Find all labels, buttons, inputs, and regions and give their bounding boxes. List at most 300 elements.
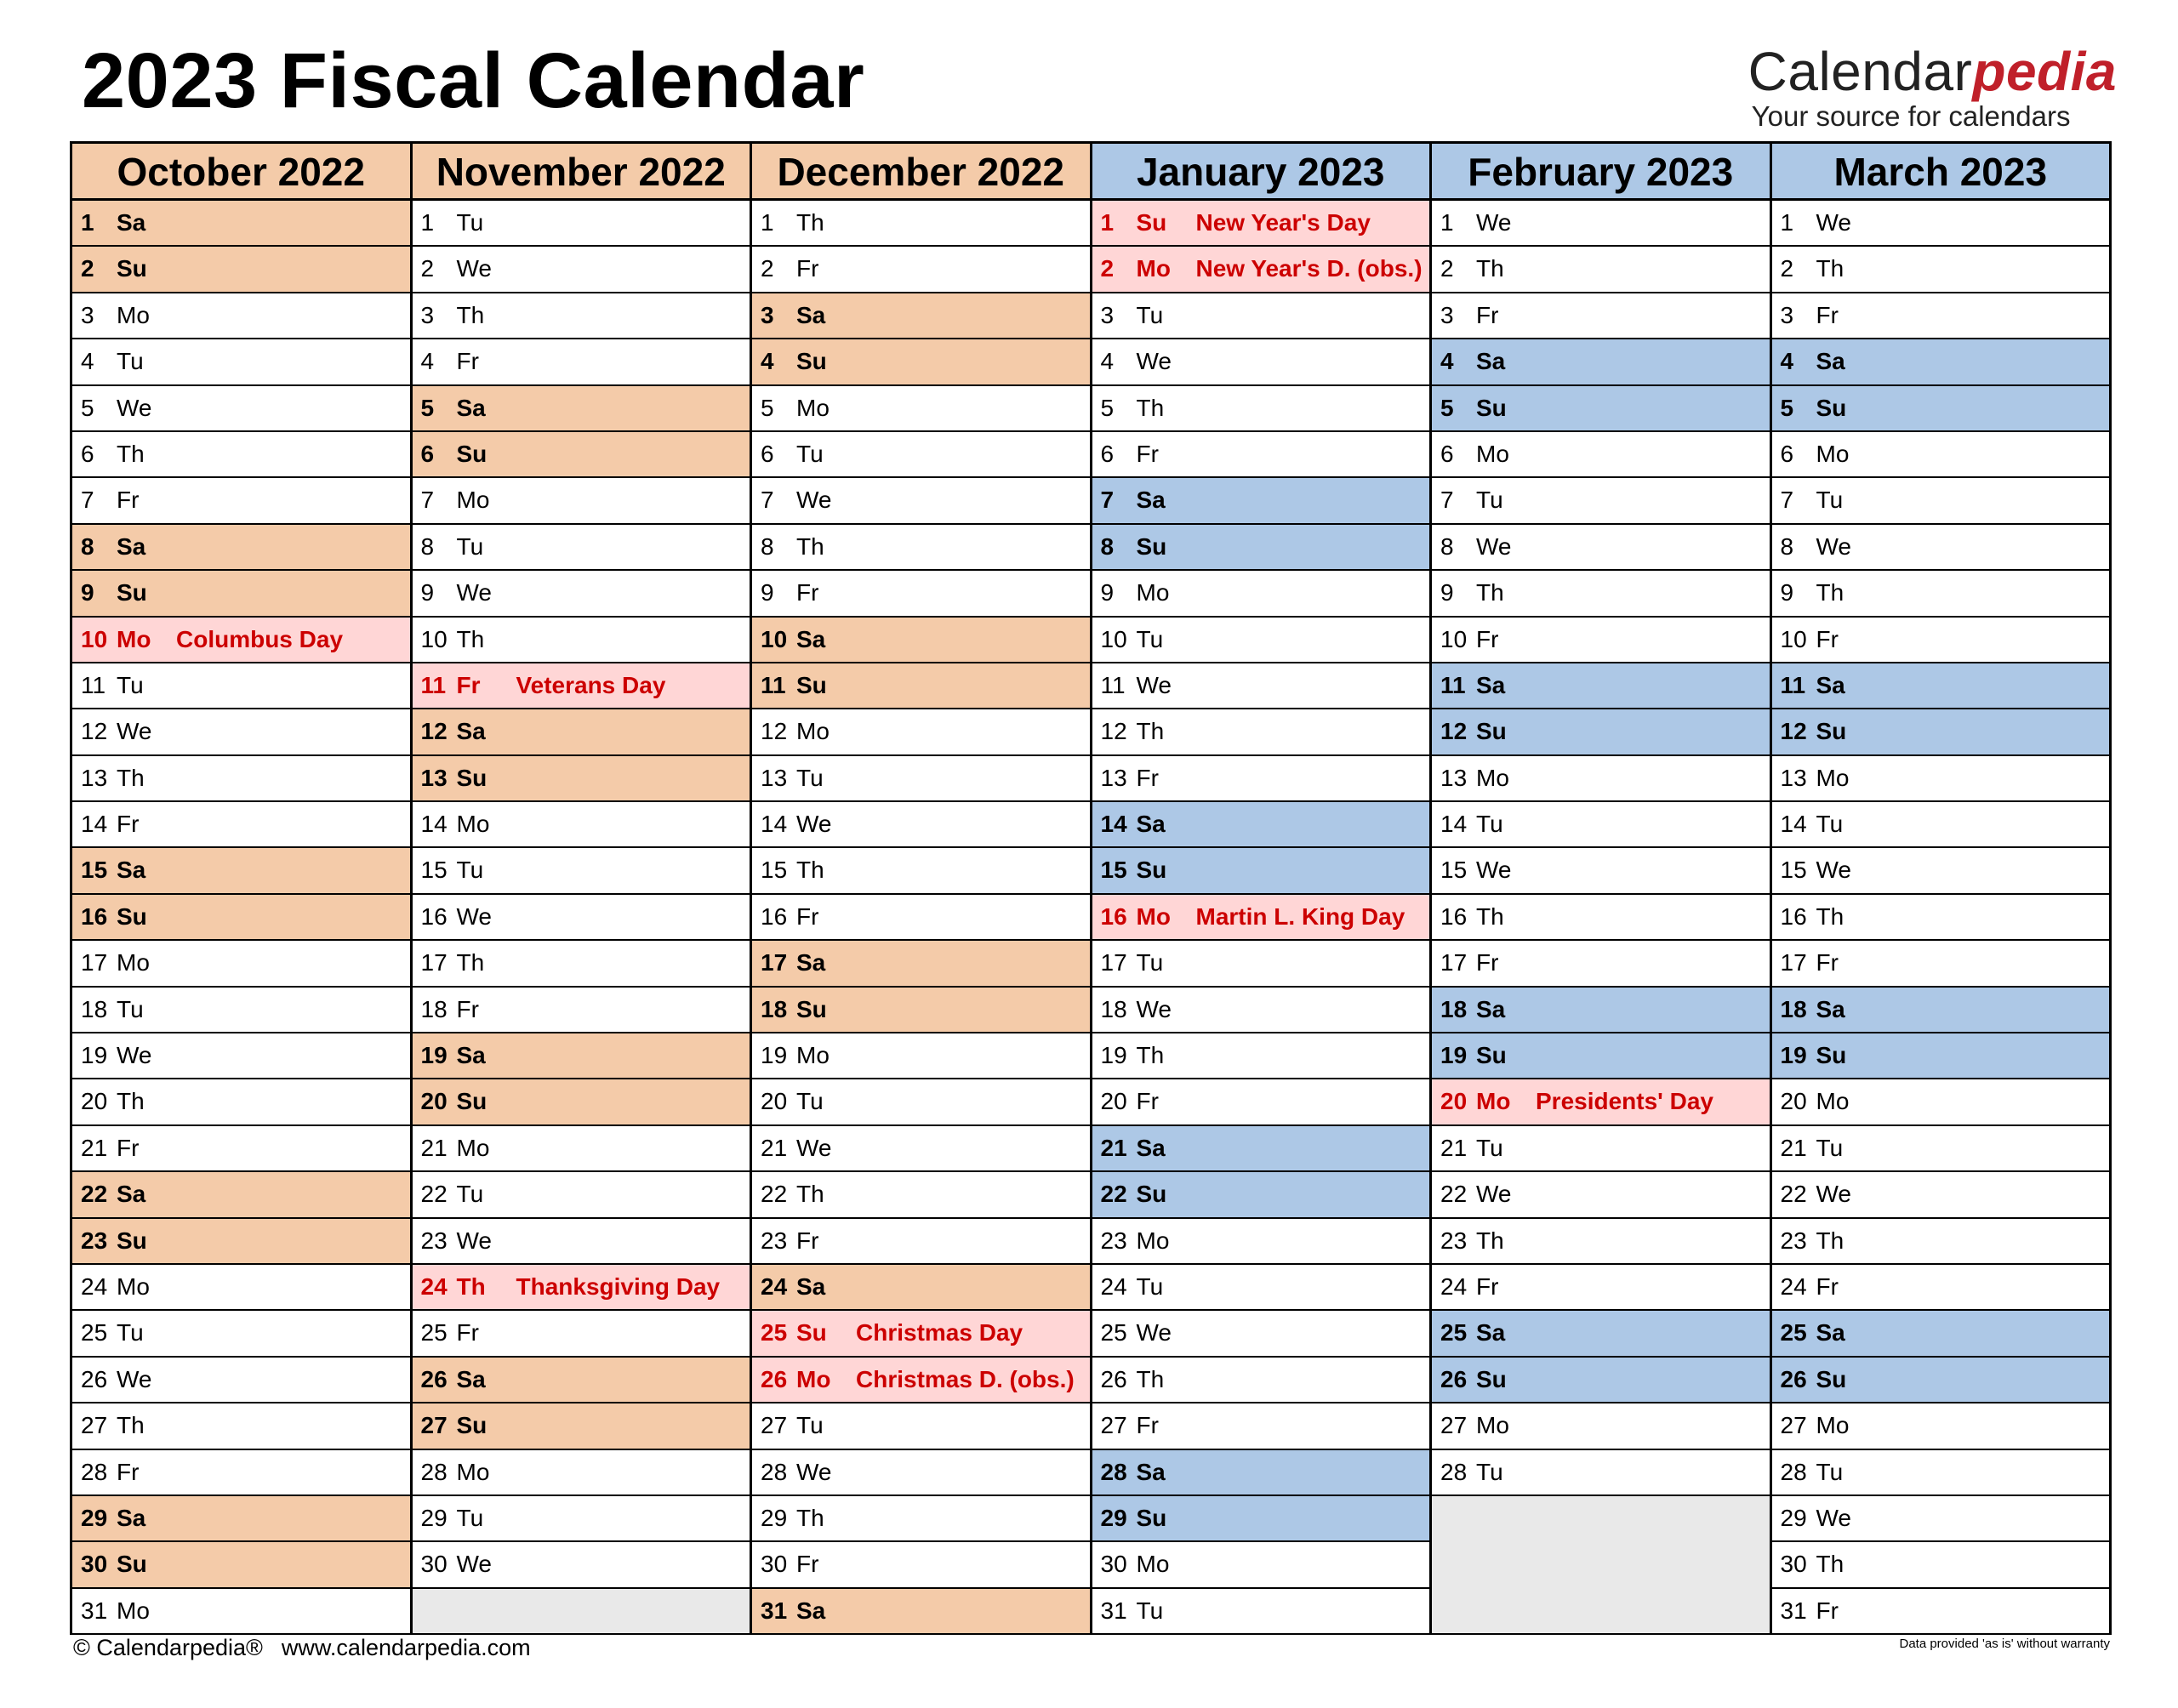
weekday-abbr: We [1136, 671, 1172, 698]
weekday-abbr: Th [1476, 1227, 1504, 1254]
weekday-abbr: We [117, 718, 152, 745]
day-number: 15 [81, 857, 108, 884]
weekday-abbr: Fr [456, 348, 479, 375]
month-column [1772, 144, 2112, 1635]
day-number: 23 [761, 1227, 788, 1254]
day-number: 27 [81, 1412, 108, 1439]
day-number: 11 [1440, 671, 1466, 698]
day-cell [72, 709, 410, 755]
weekday-abbr: Th [117, 764, 145, 791]
day-number: 18 [420, 995, 448, 1022]
day-number: 7 [761, 487, 774, 514]
day-number: 28 [1100, 1458, 1127, 1485]
day-cell [1772, 525, 2110, 571]
day-cell [1772, 201, 2110, 247]
weekday-abbr: Th [796, 532, 824, 560]
weekday-abbr: We [117, 1365, 152, 1392]
weekday-abbr: Tu [1136, 949, 1164, 976]
day-number: 19 [81, 1042, 108, 1069]
day-number: 6 [1780, 440, 1794, 467]
day-number: 4 [761, 348, 774, 375]
weekday-abbr: Fr [117, 811, 140, 838]
day-number: 14 [81, 811, 108, 838]
holiday-name: Christmas Day [856, 1319, 1023, 1346]
weekday-abbr: Tu [456, 532, 484, 560]
day-number: 16 [1440, 902, 1468, 930]
day-number: 14 [1440, 811, 1468, 838]
day-cell [1432, 1219, 1770, 1265]
day-number: 23 [1100, 1227, 1127, 1254]
day-cell [1772, 247, 2110, 293]
page-title: 2023 Fiscal Calendar [82, 37, 865, 124]
weekday-abbr: Mo [1136, 1551, 1170, 1578]
day-cell [413, 1450, 750, 1496]
day-cell [1092, 756, 1430, 802]
weekday-abbr: Su [1816, 394, 1847, 421]
day-number: 16 [420, 902, 448, 930]
day-number: 15 [1100, 857, 1127, 884]
day-number: 8 [1100, 532, 1115, 560]
weekday-abbr: Su [796, 1319, 827, 1346]
day-number: 19 [420, 1042, 448, 1069]
weekday-abbr: Su [796, 671, 827, 698]
day-number: 2 [1100, 255, 1115, 282]
footer-left [73, 1635, 531, 1661]
day-cell [1092, 1403, 1430, 1449]
day-number: 25 [761, 1319, 788, 1346]
day-number: 27 [1440, 1412, 1468, 1439]
day-cell [72, 1126, 410, 1172]
day-number: 11 [1780, 671, 1806, 698]
holiday-cell [413, 663, 750, 709]
day-number: 4 [1440, 348, 1454, 375]
day-number: 28 [761, 1458, 788, 1485]
weekday-abbr: Sa [796, 625, 826, 652]
day-cell [413, 339, 750, 385]
day-number: 15 [1440, 857, 1468, 884]
day-number: 23 [1440, 1227, 1468, 1254]
day-cell [1772, 1542, 2110, 1588]
day-cell [1092, 1219, 1430, 1265]
weekday-abbr: Tu [796, 1412, 824, 1439]
weekday-abbr: Mo [1816, 1088, 1850, 1115]
weekday-abbr: Fr [1136, 440, 1159, 467]
day-cell [72, 1589, 410, 1635]
day-number: 30 [761, 1551, 788, 1578]
day-number: 25 [81, 1319, 108, 1346]
weekday-abbr: Th [117, 1412, 145, 1439]
day-cell [1432, 1172, 1770, 1218]
weekday-abbr: We [456, 902, 492, 930]
weekday-abbr: Fr [1816, 1597, 1839, 1624]
weekend-cell [72, 247, 410, 293]
day-cell [1772, 756, 2110, 802]
day-number: 16 [1780, 902, 1807, 930]
day-cell [72, 293, 410, 339]
weekday-abbr: We [456, 1227, 492, 1254]
day-cell [1432, 756, 1770, 802]
day-number: 1 [420, 209, 435, 236]
day-number: 16 [761, 902, 788, 930]
weekday-abbr: Tu [456, 209, 484, 236]
day-number: 2 [420, 255, 435, 282]
weekday-abbr: We [1476, 532, 1512, 560]
weekday-abbr: Sa [456, 718, 486, 745]
weekday-abbr: Su [1816, 1042, 1847, 1069]
day-number: 28 [81, 1458, 108, 1485]
weekday-abbr: Tu [1136, 1597, 1164, 1624]
day-number: 22 [1440, 1181, 1468, 1208]
day-number: 28 [1440, 1458, 1468, 1485]
day-cell [413, 478, 750, 524]
day-cell [1772, 571, 2110, 617]
day-cell [1772, 895, 2110, 941]
day-number: 25 [1440, 1319, 1468, 1346]
weekday-abbr: Su [456, 1088, 487, 1115]
day-number: 11 [81, 671, 106, 698]
day-number: 9 [1100, 579, 1115, 606]
weekday-abbr: Su [1476, 1365, 1507, 1392]
day-cell [1432, 432, 1770, 478]
day-number: 26 [1100, 1365, 1127, 1392]
weekday-abbr: Th [1816, 902, 1844, 930]
day-number: 11 [1100, 671, 1126, 698]
weekend-cell [1772, 663, 2110, 709]
weekday-abbr: Fr [117, 487, 140, 514]
weekday-abbr: We [796, 1134, 832, 1161]
day-number: 13 [1440, 764, 1468, 791]
empty-cell [1432, 1496, 1770, 1635]
day-number: 31 [761, 1597, 788, 1624]
day-cell [752, 1219, 1090, 1265]
weekday-abbr: We [1476, 1181, 1512, 1208]
day-number: 17 [1440, 949, 1468, 976]
day-number: 25 [1780, 1319, 1807, 1346]
day-cell [1772, 1265, 2110, 1311]
weekend-cell [1092, 1496, 1430, 1542]
weekend-cell [1092, 848, 1430, 894]
day-number: 3 [1780, 301, 1794, 328]
footer-url[interactable]: www.calendarpedia.com [281, 1635, 531, 1660]
day-number: 31 [1780, 1597, 1807, 1624]
weekday-abbr: Fr [1476, 301, 1499, 328]
day-number: 15 [1780, 857, 1807, 884]
weekday-abbr: Su [1476, 718, 1507, 745]
weekend-cell [1772, 1311, 2110, 1357]
weekday-abbr: We [117, 1042, 152, 1069]
weekday-abbr: Th [1816, 1551, 1844, 1578]
day-cell [72, 1403, 410, 1449]
day-number: 30 [81, 1551, 108, 1578]
weekday-abbr: Th [456, 949, 485, 976]
day-cell [1432, 571, 1770, 617]
weekday-abbr: Fr [1816, 301, 1839, 328]
day-number: 12 [1440, 718, 1468, 745]
holiday-cell [752, 1358, 1090, 1403]
day-cell [1772, 1403, 2110, 1449]
day-cell [72, 1358, 410, 1403]
weekend-cell [72, 1172, 410, 1218]
day-cell [1092, 339, 1430, 385]
weekday-abbr: Sa [117, 209, 146, 236]
day-cell [1092, 1358, 1430, 1403]
day-cell [1432, 1403, 1770, 1449]
day-cell [1432, 201, 1770, 247]
weekday-abbr: We [1476, 857, 1512, 884]
day-cell [752, 1450, 1090, 1496]
weekend-cell [752, 988, 1090, 1033]
day-number: 10 [1100, 625, 1127, 652]
day-cell [1772, 293, 2110, 339]
day-cell [1432, 618, 1770, 663]
weekday-abbr: Th [1816, 1227, 1844, 1254]
weekend-cell [1772, 1033, 2110, 1079]
weekend-cell [752, 618, 1090, 663]
day-number: 1 [1100, 209, 1115, 236]
day-cell [1092, 1589, 1430, 1635]
day-number: 18 [1780, 995, 1807, 1022]
weekday-abbr: Su [1476, 1042, 1507, 1069]
day-number: 7 [420, 487, 435, 514]
weekday-abbr: Tu [1476, 487, 1503, 514]
day-number: 7 [1780, 487, 1794, 514]
day-cell [752, 1496, 1090, 1542]
day-number: 20 [1780, 1088, 1807, 1115]
weekend-cell [1772, 709, 2110, 755]
weekday-abbr: Th [456, 1272, 486, 1300]
weekend-cell [752, 293, 1090, 339]
day-number: 5 [1100, 394, 1115, 421]
weekday-abbr: Fr [796, 1551, 819, 1578]
day-number: 22 [81, 1181, 108, 1208]
weekday-abbr: Th [1816, 579, 1844, 606]
day-cell [72, 1033, 410, 1079]
day-number: 26 [1440, 1365, 1468, 1392]
weekend-cell [72, 571, 410, 617]
weekday-abbr: Mo [1136, 902, 1171, 930]
day-number: 3 [1440, 301, 1454, 328]
weekday-abbr: Fr [796, 1227, 819, 1254]
weekend-cell [1432, 386, 1770, 432]
day-cell [72, 941, 410, 987]
weekday-abbr: Su [456, 1412, 487, 1439]
day-cell [413, 1219, 750, 1265]
day-cell [1092, 1033, 1430, 1079]
weekday-abbr: Sa [1476, 995, 1506, 1022]
day-cell [1772, 1450, 2110, 1496]
weekday-abbr: Mo [117, 1272, 150, 1300]
weekend-cell [1432, 709, 1770, 755]
day-cell [72, 339, 410, 385]
day-number: 22 [1780, 1181, 1807, 1208]
day-cell [1772, 1589, 2110, 1635]
weekday-abbr: Mo [1136, 255, 1171, 282]
day-cell [752, 478, 1090, 524]
weekend-cell [413, 1403, 750, 1449]
day-number: 24 [1780, 1272, 1807, 1300]
weekday-abbr: Tu [1816, 1134, 1844, 1161]
weekend-cell [1432, 663, 1770, 709]
weekday-abbr: Fr [796, 579, 819, 606]
weekday-abbr: We [1476, 209, 1512, 236]
day-number: 12 [81, 718, 108, 745]
brand-name-main: Calendar [1748, 41, 1973, 102]
weekend-cell [752, 339, 1090, 385]
day-cell [72, 1450, 410, 1496]
weekday-abbr: Tu [1136, 301, 1164, 328]
weekday-abbr: Tu [456, 857, 484, 884]
weekday-abbr: Sa [117, 532, 146, 560]
day-number: 8 [420, 532, 435, 560]
weekend-cell [413, 386, 750, 432]
day-number: 1 [761, 209, 774, 236]
day-number: 24 [761, 1272, 788, 1300]
day-number: 26 [1780, 1365, 1807, 1392]
day-number: 5 [81, 394, 94, 421]
weekday-abbr: Mo [796, 718, 830, 745]
day-number: 18 [81, 995, 108, 1022]
day-number: 30 [420, 1551, 448, 1578]
holiday-name: Martin L. King Day [1195, 902, 1405, 930]
day-cell [1092, 988, 1430, 1033]
weekday-abbr: Mo [1476, 1412, 1509, 1439]
weekday-abbr: Th [1136, 1042, 1165, 1069]
day-cell [1772, 1496, 2110, 1542]
day-number: 10 [420, 625, 448, 652]
day-number: 16 [81, 902, 108, 930]
day-number: 13 [1780, 764, 1807, 791]
day-number: 14 [1100, 811, 1127, 838]
holiday-cell [752, 1311, 1090, 1357]
weekday-abbr: Sa [117, 1504, 146, 1531]
weekend-cell [752, 1265, 1090, 1311]
weekday-abbr: Tu [456, 1181, 484, 1208]
weekend-cell [1432, 1033, 1770, 1079]
weekend-cell [752, 941, 1090, 987]
day-number: 2 [761, 255, 774, 282]
day-number: 29 [420, 1504, 448, 1531]
weekday-abbr: Fr [1136, 1412, 1159, 1439]
day-cell [1092, 618, 1430, 663]
day-cell [413, 988, 750, 1033]
day-cell [413, 201, 750, 247]
day-number: 13 [1100, 764, 1127, 791]
weekday-abbr: Fr [1816, 1272, 1839, 1300]
day-number: 24 [81, 1272, 108, 1300]
day-number: 26 [420, 1365, 448, 1392]
weekday-abbr: Su [1816, 718, 1847, 745]
day-number: 20 [761, 1088, 788, 1115]
day-number: 29 [81, 1504, 108, 1531]
calendar-grid [70, 141, 2112, 1635]
day-cell [752, 525, 1090, 571]
weekday-abbr: Sa [1816, 348, 1845, 375]
day-cell [413, 1542, 750, 1588]
holiday-cell [1092, 895, 1430, 941]
weekday-abbr: Sa [117, 857, 146, 884]
weekday-abbr: Tu [1476, 811, 1503, 838]
day-number: 24 [1100, 1272, 1127, 1300]
weekday-abbr: Su [456, 764, 487, 791]
day-number: 31 [1100, 1597, 1127, 1624]
weekday-abbr: Th [1816, 255, 1844, 282]
day-number: 19 [761, 1042, 788, 1069]
day-cell [72, 432, 410, 478]
weekday-abbr: Mo [796, 1365, 831, 1392]
day-number: 20 [1440, 1088, 1468, 1115]
weekday-abbr: Tu [1476, 1134, 1503, 1161]
day-number: 8 [1780, 532, 1794, 560]
day-number: 27 [761, 1412, 788, 1439]
weekday-abbr: Mo [1476, 1088, 1511, 1115]
day-number: 28 [1780, 1458, 1807, 1485]
weekday-abbr: Tu [1476, 1458, 1503, 1485]
day-number: 25 [420, 1319, 448, 1346]
day-number: 18 [1100, 995, 1127, 1022]
day-cell [752, 895, 1090, 941]
weekday-abbr: Su [117, 902, 147, 930]
weekend-cell [72, 1496, 410, 1542]
day-number: 23 [81, 1227, 108, 1254]
day-cell [1432, 848, 1770, 894]
weekday-abbr: Mo [1476, 764, 1509, 791]
day-cell [1432, 478, 1770, 524]
day-number: 8 [761, 532, 774, 560]
weekday-abbr: Su [456, 440, 487, 467]
weekday-abbr: Fr [456, 995, 479, 1022]
weekday-abbr: Sa [1476, 671, 1506, 698]
day-number: 29 [1780, 1504, 1807, 1531]
weekend-cell [72, 1542, 410, 1588]
weekend-cell [752, 663, 1090, 709]
day-number: 17 [761, 949, 788, 976]
weekend-cell [752, 1589, 1090, 1635]
weekday-abbr: Th [796, 209, 824, 236]
month-column [1092, 144, 1433, 1635]
weekend-cell [413, 432, 750, 478]
weekday-abbr: Fr [456, 671, 481, 698]
weekday-abbr: Fr [1476, 1272, 1499, 1300]
day-number: 3 [81, 301, 94, 328]
month-header: December 2022 [752, 144, 1090, 201]
day-number: 28 [420, 1458, 448, 1485]
day-cell [413, 1172, 750, 1218]
day-cell [1432, 293, 1770, 339]
weekday-abbr: Fr [796, 255, 819, 282]
day-cell [1772, 1126, 2110, 1172]
day-cell [1772, 802, 2110, 848]
day-number: 30 [1100, 1551, 1127, 1578]
footer-copyright: © Calendarpedia® [73, 1635, 263, 1660]
day-number: 14 [420, 811, 448, 838]
day-number: 1 [1780, 209, 1794, 236]
weekday-abbr: Mo [117, 625, 151, 652]
day-cell [752, 1172, 1090, 1218]
weekend-cell [1092, 802, 1430, 848]
weekday-abbr: Su [1136, 1504, 1167, 1531]
day-cell [72, 1265, 410, 1311]
weekend-cell [72, 895, 410, 941]
weekday-abbr: We [796, 487, 832, 514]
day-cell [413, 525, 750, 571]
weekday-abbr: We [456, 1551, 492, 1578]
day-number: 22 [761, 1181, 788, 1208]
month-header: January 2023 [1092, 144, 1430, 201]
day-number: 23 [1780, 1227, 1807, 1254]
brand-name-accent: pedia [1972, 41, 2117, 102]
brand-logo[interactable] [1748, 43, 2117, 133]
weekday-abbr: We [1136, 1319, 1172, 1346]
